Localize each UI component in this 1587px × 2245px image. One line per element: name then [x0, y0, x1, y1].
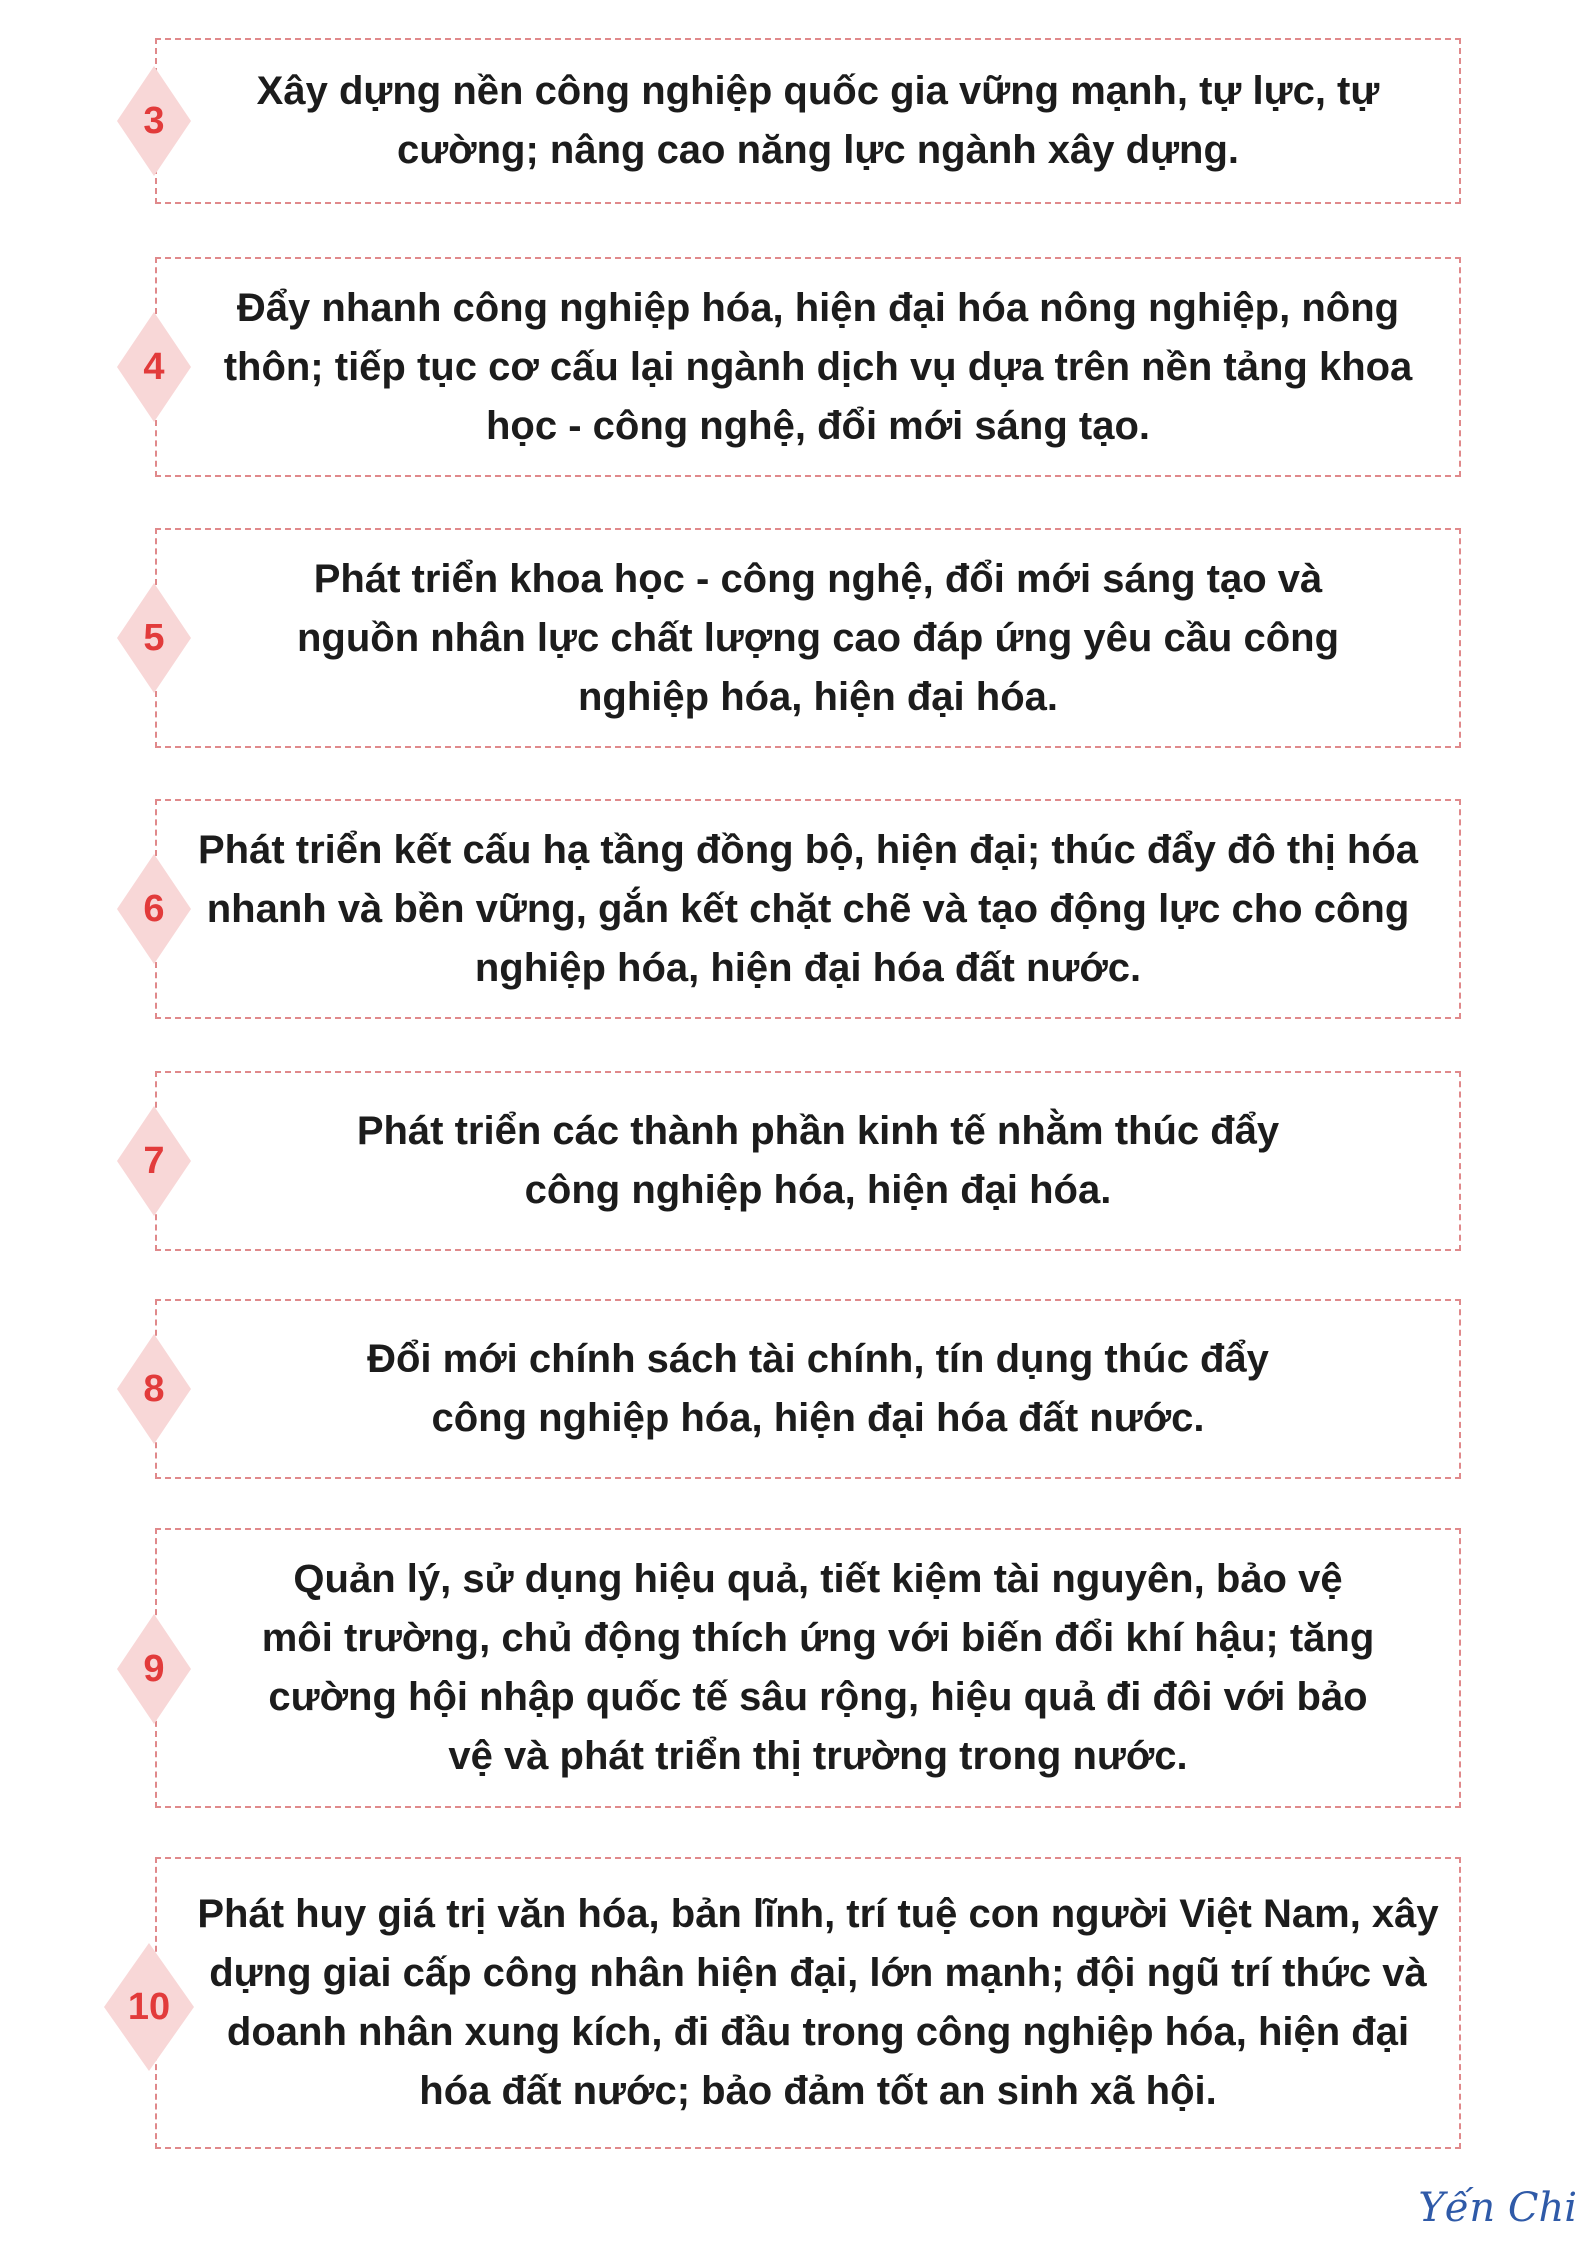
item-text: Quản lý, sử dụng hiệu quả, tiết kiệm tài nguyên, bảo vệ môi trường, chủ động thích ứng với biến đổi khí hậu; tăng cường hội nhập quốc tế sâu rộng, hiệu quả đi đôi với bảo vệ và phát triển thị trường trong nước. [261, 1557, 1375, 1778]
item-number: 9 [143, 1647, 165, 1690]
item-text: Phát triển kết cấu hạ tầng đồng bộ, hiện đại; thúc đẩy đô thị hóa nhanh và bền vững, gắn kết chặt chẽ và tạo động lực cho công nghiệp hóa, hiện đại hóa đất nước. [197, 827, 1419, 990]
list-item-4 [155, 257, 1461, 477]
item-number: 7 [143, 1139, 165, 1182]
item-number: 10 [127, 1985, 171, 2028]
list-item-9 [155, 1528, 1461, 1808]
list-item-5 [155, 528, 1461, 748]
item-text: Xây dựng nền công nghiệp quốc gia vững mạnh, tự lực, tự cường; nâng cao năng lực ngành xây dựng. [256, 69, 1380, 172]
list-item-6 [155, 799, 1461, 1019]
number-badge [117, 854, 191, 964]
number-badge [117, 66, 191, 176]
list-item-3 [155, 38, 1461, 204]
list-item-7 [155, 1071, 1461, 1251]
item-text: Phát huy giá trị văn hóa, bản lĩnh, trí tuệ con người Việt Nam, xây dựng giai cấp công nhân hiện đại, lớn mạnh; đội ngũ trí thức và doanh nhân xung kích, đi đầu trong công nghiệp hóa, hiện đại hóa đất nước; bảo đảm tốt an sinh xã hội. [197, 1892, 1439, 2113]
item-text: Đẩy nhanh công nghiệp hóa, hiện đại hóa nông nghiệp, nông thôn; tiếp tục cơ cấu lại ngành dịch vụ dựa trên nền tảng khoa học - công nghệ, đổi mới sáng tạo. [223, 285, 1413, 448]
list-item-8 [155, 1299, 1461, 1479]
item-number: 4 [143, 345, 165, 388]
number-badge [104, 1943, 194, 2071]
number-badge [117, 1334, 191, 1444]
number-badge [117, 583, 191, 693]
item-text: Đổi mới chính sách tài chính, tín dụng thúc đẩy công nghiệp hóa, hiện đại hóa đất nước. [367, 1337, 1269, 1440]
item-number: 6 [143, 887, 165, 930]
number-badge [117, 1106, 191, 1216]
number-badge [117, 312, 191, 422]
item-number: 8 [143, 1367, 165, 1410]
list-item-10 [155, 1857, 1461, 2149]
author-signature: Yến Chi [1418, 2185, 1577, 2231]
item-text: Phát triển khoa học - công nghệ, đổi mới sáng tạo và nguồn nhân lực chất lượng cao đáp ứng yêu cầu công nghiệp hóa, hiện đại hóa. [296, 556, 1340, 719]
item-number: 5 [143, 616, 165, 659]
item-text: Phát triển các thành phần kinh tế nhằm thúc đẩy công nghiệp hóa, hiện đại hóa. [356, 1109, 1280, 1212]
number-badge [117, 1614, 191, 1724]
item-number: 3 [143, 99, 165, 142]
